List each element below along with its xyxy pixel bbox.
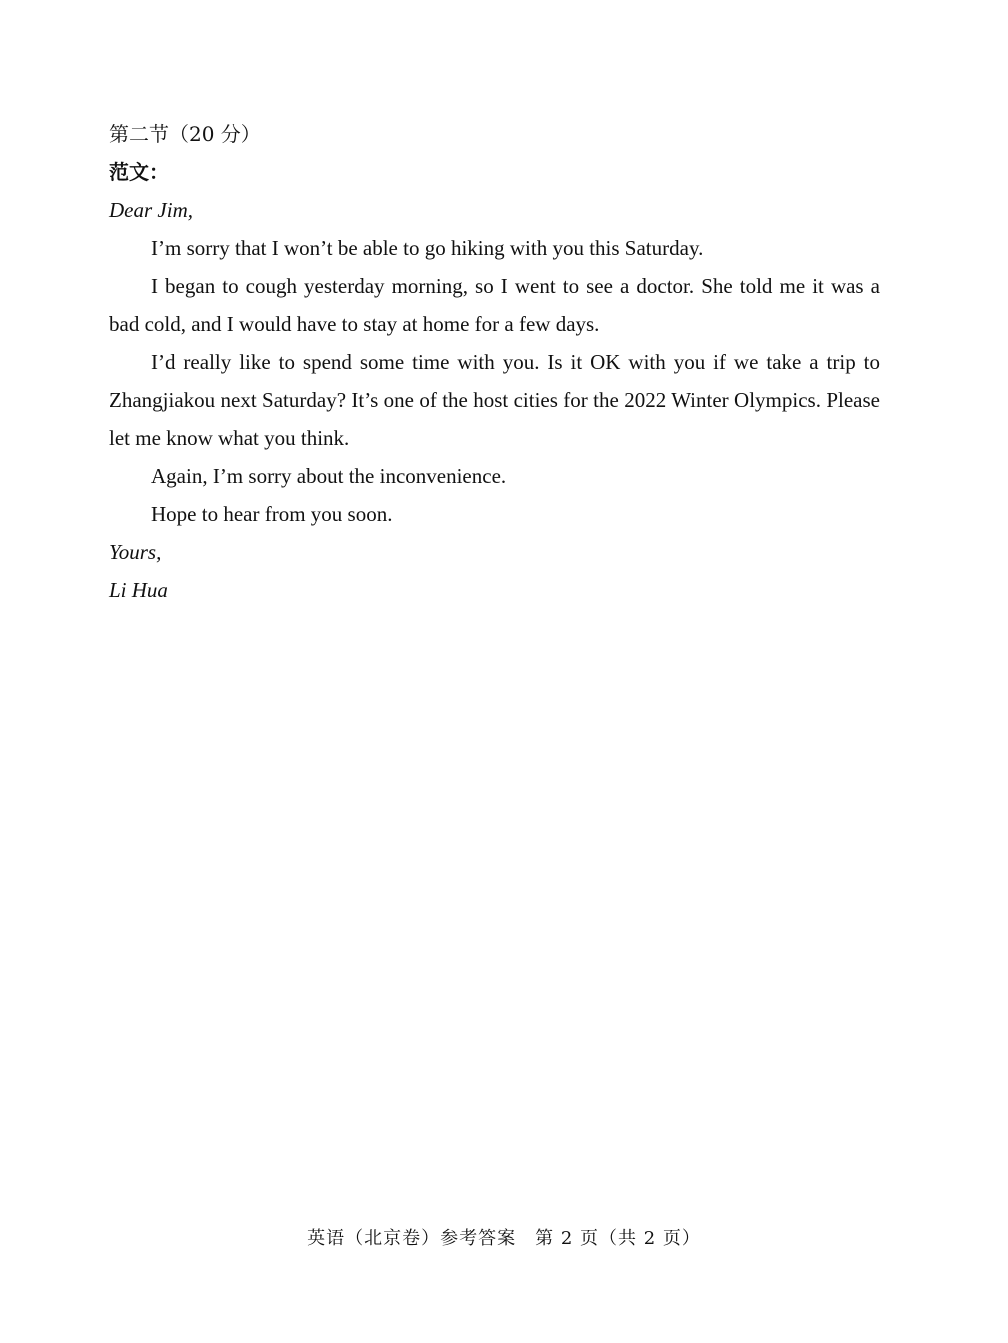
letter-paragraph: Again, I’m sorry about the inconvenience. [151, 464, 507, 488]
letter-closing: Yours, [109, 540, 162, 564]
page-content [109, 115, 880, 609]
letter-paragraph: I’m sorry that I won’t be able to go hiking with you this Saturday. [151, 236, 704, 260]
section-title: 第二节（20 分） [109, 122, 261, 146]
letter-paragraph: Hope to hear from you soon. [151, 502, 393, 526]
page-footer: 英语（北京卷）参考答案 第 2 页（共 2 页） [307, 1228, 701, 1249]
letter-paragraph: I began to cough yesterday morning, so I went to see a doctor. She told me it was a bad cold, and I would have to stay at home for a few days. [109, 274, 880, 336]
letter-paragraph: I’d really like to spend some time with you. Is it OK with you if we take a trip to Zhangjiakou next Saturday? It’s one of the host cities for the 2022 Winter Olympics. Please let me know what you think. [109, 350, 880, 450]
letter-salutation: Dear Jim, [109, 198, 193, 222]
sample-essay-label: 范文： [109, 160, 169, 184]
letter-signature: Li Hua [109, 578, 168, 602]
